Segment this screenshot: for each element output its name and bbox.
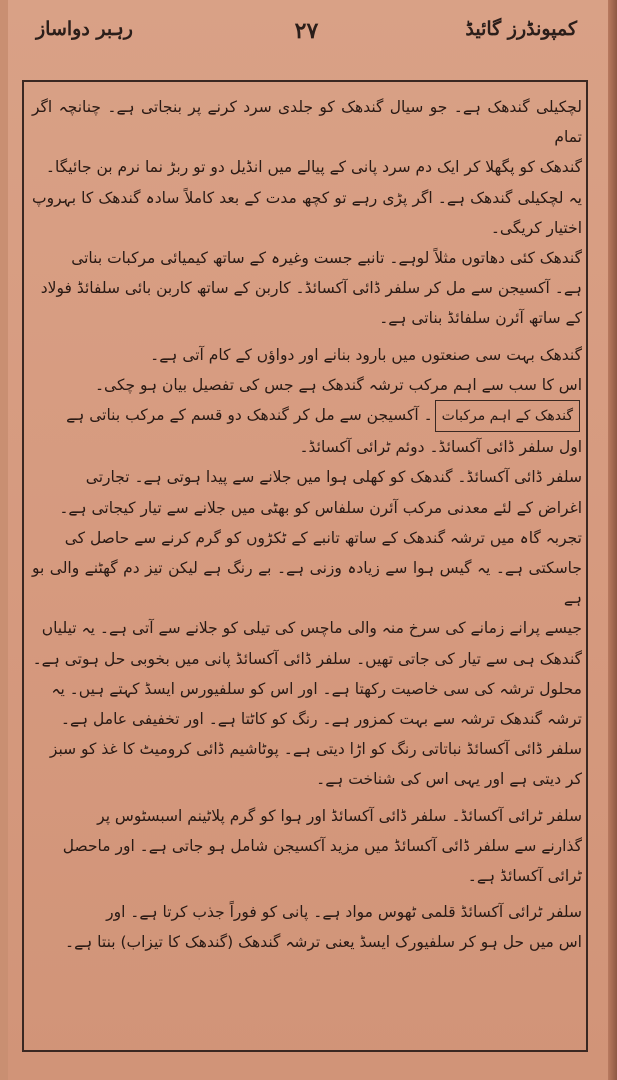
series-title-header: رہبر دواساز [36, 18, 133, 40]
text-line: سلفر ڈائی آکسائڈ نباتاتی رنگ کو اڑا دیتی ہے۔ پوٹاشیم ڈائی کرومیٹ کا غذ کو سبز [49, 740, 582, 759]
text-line: ترشہ گندھک ترشہ سے بہت کمزور ہے۔ رنگ کو کاٹتا ہے۔ اور تخفیفی عامل ہے۔ [60, 710, 582, 729]
book-spine-edge [608, 0, 617, 1080]
text-line: جاسکتی ہے۔ یہ گیس ہوا سے زیادہ وزنی ہے۔ بے رنگ ہے لیکن تیز دم گھٹنے والی بو ہے [32, 559, 582, 608]
text-line: کے ساتھ آئرن سلفائڈ بناتی ہے۔ [379, 309, 582, 328]
text-line: سلفر ٹرائی آکسائڈ۔ سلفر ڈائی آکسائڈ اور ہوا کو گرم پلاٹینم اسبسٹوس پر [97, 806, 582, 825]
text-line: یہ لچکیلی گندھک ہے۔ اگر پڑی رہے تو کچھ مدت کے بعد کاملاً سادہ گندھک کا بہروپ اختیار کریگی۔ [32, 188, 582, 237]
text-line: گذارنے سے سلفر ڈائی آکسائڈ میں مزید آکسیجن شامل ہو جاتی ہے۔ اور ماحصل [62, 836, 582, 855]
text-line: سلفر ٹرائی آکسائڈ قلمی ٹھوس مواد ہے۔ پانی کو فوراً جذب کرتا ہے۔ اور [106, 903, 582, 922]
text-line: اس میں حل ہو کر سلفیورک ایسڈ یعنی ترشہ گندھک (گندھک کا تیزاب) بنتا ہے۔ [65, 933, 582, 952]
book-title-header: کمپونڈرز گائیڈ [465, 18, 577, 40]
text-line: اول سلفر ڈائی آکسائڈ۔ دوئم ٹرائی آکسائڈ۔ [299, 438, 582, 457]
text-line: گندھک بہت سی صنعتوں میں بارود بنانے اور دواؤں کے کام آتی ہے۔ [150, 345, 582, 364]
section-heading-box: گندھک کے اہم مرکبات [435, 400, 580, 432]
text-line: گندھک کو پگھلا کر ایک دم سرد پانی کے پیالے میں انڈیل دو تو ربڑ نما نرم بن جائیگا۔ [45, 158, 582, 177]
text-line: کر دیتی ہے اور یہی اس کی شناخت ہے۔ [316, 770, 582, 789]
text-line: اس کا سب سے اہم مرکب ترشہ گندھک ہے جس کی تفصیل بیان ہو چکی۔ [94, 375, 582, 394]
body-text [32, 92, 582, 958]
text-line: ہے۔ آکسیجن سے مل کر سلفر ڈائی آکسائڈ۔ کاربن کے ساتھ کاربن بائی سلفائڈ فولاد [40, 279, 582, 298]
text-line: اغراض کے لئے معدنی مرکب آئرن سلفاس کو بھٹی میں جلانے سے تیار کیجاتی ہے۔ [59, 498, 582, 517]
page-number: ۲۷ [294, 18, 319, 44]
running-header [36, 18, 577, 58]
text-line: لچکیلی گندھک ہے۔ جو سیال گندھک کو جلدی سرد کرنے پر بنجاتی ہے۔ چنانچہ اگر تمام [32, 98, 582, 147]
text-line: گندھک ہی سے تیار کی جاتی تھیں۔ سلفر ڈائی آکسائڈ پانی میں بخوبی حل ہوتی ہے۔ [32, 649, 582, 668]
text-line: تجربہ گاہ میں ترشہ گندھک کے ساتھ تانبے کے ٹکڑوں کو گرم کرنے سے حاصل کی [64, 528, 582, 547]
text-line: گندھک کئی دھاتوں مثلاً لوہے۔ تانبے جست وغیرہ کے ساتھ کیمیائی مرکبات بناتی [71, 249, 582, 268]
text-line: سلفر ڈائی آکسائڈ۔ گندھک کو کھلی ہوا میں جلانے سے پیدا ہوتی ہے۔ تجارتی [85, 468, 582, 487]
text-line: محلول ترشہ کی سی خاصیت رکھتا ہے۔ اور اس کو سلفیورس ایسڈ کہتے ہیں۔ یہ [51, 679, 582, 698]
text-line: ٹرائی آکسائڈ ہے۔ [467, 867, 582, 886]
text-line: گندھک کے اہم مرکبات۔ آکسیجن سے مل کر گندھک دو قسم کے مرکب بناتی ہے [32, 400, 582, 432]
text-line: جیسے پرانے زمانے کی سرخ منہ والی ماچس کی تیلی کو جلانے سے آتی ہے۔ یہ تیلیاں [41, 619, 582, 638]
